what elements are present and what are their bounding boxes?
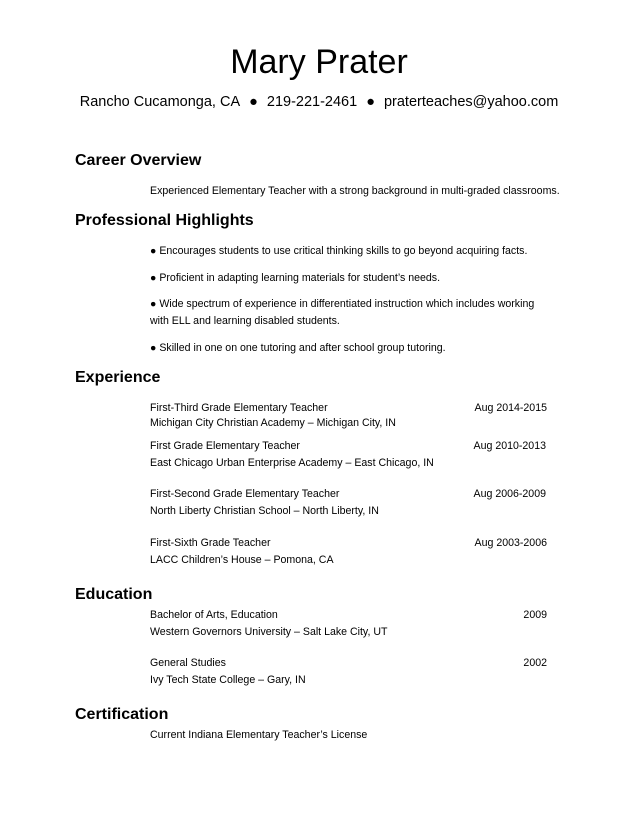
education-year: 2002 [523, 657, 547, 669]
job-role: First Grade Elementary Teacher [150, 440, 300, 452]
contact-email: praterteaches@yahoo.com [383, 94, 559, 110]
contact-line [0, 92, 638, 112]
section-title-professional-highlights: Professional Highlights [75, 212, 254, 229]
job-place: East Chicago Urban Enterprise Academy – East Chicago, IN [150, 457, 434, 469]
job-role: First-Second Grade Elementary Teacher [150, 488, 340, 500]
education-school: Western Governors University – Salt Lake City, UT [150, 626, 388, 638]
career-overview-text: Experienced Elementary Teacher with a strong background in multi-graded classrooms. [150, 185, 560, 197]
contact-separator: ● [366, 94, 375, 110]
education-year: 2009 [523, 609, 547, 621]
job-dates: Aug 2006-2009 [473, 488, 546, 500]
education-degree: Bachelor of Arts, Education [150, 609, 278, 621]
highlight-item: ● Encourages students to use critical thinking skills to go beyond acquiring facts. [150, 245, 528, 257]
job-place: Michigan City Christian Academy – Michigan City, IN [150, 417, 396, 429]
job-place: North Liberty Christian School – North Liberty, IN [150, 505, 379, 517]
job-dates: Aug 2010-2013 [473, 440, 546, 452]
resume-name: Mary Prater [230, 43, 408, 81]
certification-text: Current Indiana Elementary Teacher’s License [150, 729, 368, 741]
job-place: LACC Children’s House – Pomona, CA [150, 554, 334, 566]
contact-separator: ● [249, 94, 258, 110]
section-title-career-overview: Career Overview [75, 152, 202, 169]
highlight-item: ● Skilled in one on one tutoring and after school group tutoring. [150, 342, 446, 354]
job-dates: Aug 2003-2006 [474, 537, 547, 549]
contact-phone: 219-221-2461 [266, 94, 358, 110]
section-title-education: Education [75, 586, 153, 603]
section-title-certification: Certification [75, 706, 169, 723]
job-role: First-Sixth Grade Teacher [150, 537, 271, 549]
contact-location: Rancho Cucamonga, CA [79, 94, 241, 110]
highlight-item-continued: with ELL and learning disabled students. [150, 315, 340, 327]
job-role: First-Third Grade Elementary Teacher [150, 402, 328, 414]
education-school: Ivy Tech State College – Gary, IN [150, 674, 306, 686]
education-degree: General Studies [150, 657, 226, 669]
job-dates: Aug 2014-2015 [474, 402, 547, 414]
section-title-experience: Experience [75, 369, 161, 386]
highlight-item: ● Proficient in adapting learning materials for student’s needs. [150, 272, 441, 284]
highlight-item: ● Wide spectrum of experience in differentiated instruction which includes working [150, 298, 535, 310]
